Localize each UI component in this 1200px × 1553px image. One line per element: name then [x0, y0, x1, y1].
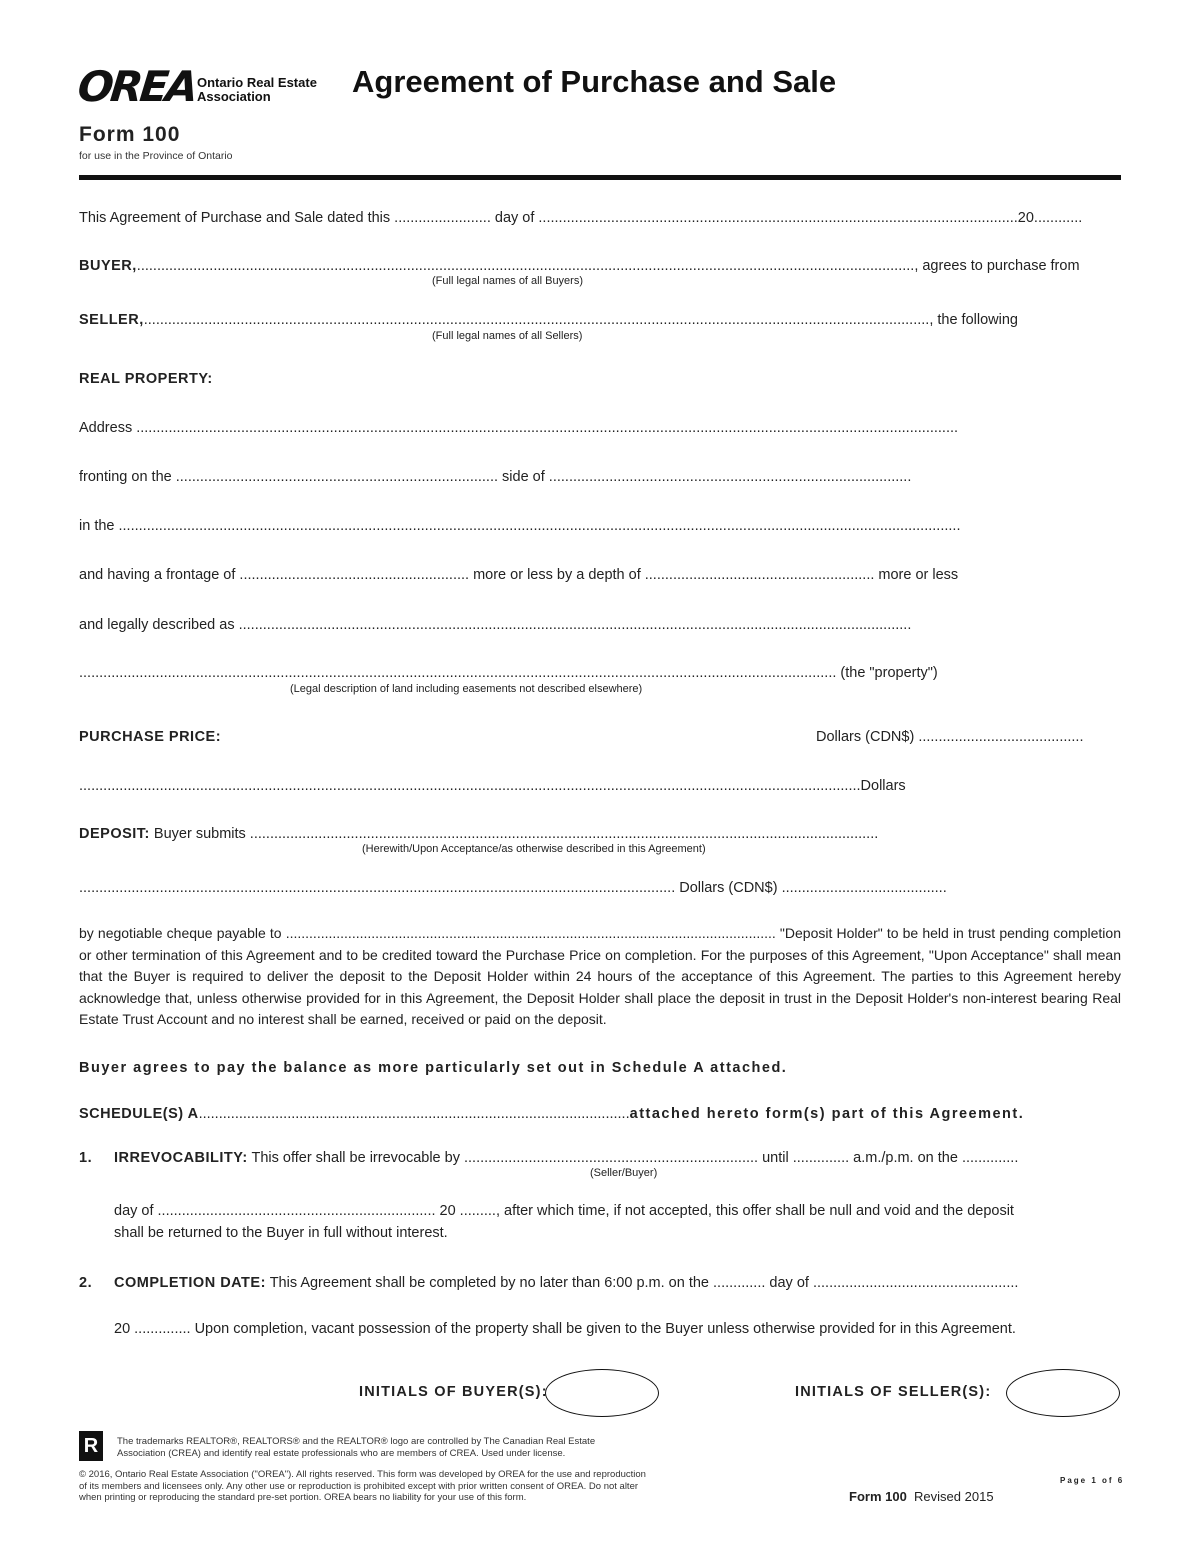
- frontage-line[interactable]: and having a frontage of ......................................................... more or less by a depth of ......................................................... more or less: [79, 567, 959, 583]
- buyer-tail: , agrees to purchase from: [914, 258, 1080, 274]
- address-line[interactable]: Address ............................................................................................................................................................................................................: [79, 420, 959, 436]
- clause-1-label: IRREVOCABILITY:: [114, 1150, 248, 1166]
- initials-seller-label: INITIALS OF SELLER(S):: [795, 1384, 992, 1400]
- in-the-line[interactable]: in the .................................................................................................................................................................................................................: [79, 518, 961, 534]
- deposit-label: DEPOSIT:: [79, 826, 150, 842]
- deposit-text: Buyer submits ............................................................................................................................................................: [153, 826, 879, 842]
- purchase-price-words[interactable]: ..................................................................................................................................................................................................Dollars: [79, 778, 906, 794]
- seller-label: SELLER,: [79, 312, 144, 328]
- clause-2-text: This Agreement shall be completed by no later than 6:00 p.m. on the ............. day of ...................................................: [269, 1275, 1019, 1291]
- header-divider: [79, 175, 1121, 180]
- page-number: Page 1 of 6: [1060, 1476, 1125, 1485]
- form-number: Form 100: [79, 123, 181, 146]
- deposit-line[interactable]: [79, 826, 878, 842]
- seller-dots: ...................................................................................................................................................................................................: [143, 312, 930, 328]
- initials-buyer-oval[interactable]: [545, 1369, 659, 1417]
- schedule-tail: attached hereto form(s) part of this Agreement.: [629, 1106, 1025, 1122]
- purchase-price-dollars[interactable]: Dollars (CDN$) .........................................: [816, 729, 1084, 745]
- copyright-notice: © 2016, Ontario Real Estate Association ("OREA"). All rights reserved. This form was developed by OREA for the use and reproduction of its members and licensees only. Any other use or reproduction is prohibited except with prior written consent of OREA. Do not alter when printing or reproducing the standard pre-set portion. OREA bears no liability for your use of this form.: [79, 1469, 646, 1503]
- orea-logo-org-name: Ontario Real Estate Association: [197, 75, 317, 104]
- fronting-line[interactable]: fronting on the ................................................................................ side of ..........................................................................................: [79, 469, 912, 485]
- dated-line[interactable]: This Agreement of Purchase and Sale dated this ........................ day of .......................................................................................................................20............: [79, 210, 1083, 226]
- seller-line[interactable]: [79, 312, 1018, 328]
- clause-1-line[interactable]: [114, 1150, 1018, 1166]
- clause-1-number: 1.: [79, 1150, 93, 1166]
- initials-seller-oval[interactable]: [1006, 1369, 1120, 1417]
- clause-2-number: 2.: [79, 1275, 93, 1291]
- orea-logo-word: OREA: [75, 62, 198, 111]
- form-subtitle: for use in the Province of Ontario: [79, 150, 233, 162]
- schedule-label: SCHEDULE(S) A: [79, 1106, 199, 1122]
- seller-note: (Full legal names of all Sellers): [432, 330, 583, 342]
- deposit-note: (Herewith/Upon Acceptance/as otherwise described in this Agreement): [362, 843, 706, 855]
- trademark-notice: The trademarks REALTOR®, REALTORS® and the REALTOR® logo are controlled by The Canadian Real Estate Association (CREA) and identify real estate professionals who are members of CREA. Used under license.: [117, 1436, 596, 1459]
- buyer-label: BUYER,: [79, 258, 137, 274]
- property-note: (Legal description of land including easements not described elsewhere): [290, 683, 643, 695]
- clause-1-note: (Seller/Buyer): [590, 1167, 658, 1179]
- schedule-line[interactable]: [79, 1106, 1024, 1122]
- clause-2-line-2[interactable]: 20 .............. Upon completion, vacant possession of the property shall be given to the Buyer unless otherwise provided for in this Agreement.: [114, 1321, 1016, 1337]
- buyer-line[interactable]: [79, 258, 1080, 274]
- clause-1-line-3: shall be returned to the Buyer in full without interest.: [114, 1225, 448, 1241]
- footer-form-info: [849, 1489, 994, 1504]
- orea-logo: [75, 62, 328, 112]
- buyer-dots: .................................................................................................................................................................................................: [136, 258, 915, 274]
- clause-2-line[interactable]: [114, 1275, 1018, 1291]
- clause-1-text: This offer shall be irrevocable by ......................................................................... until .............. a.m./p.m. on the ..............: [251, 1150, 1019, 1166]
- footer-revised: Revised 2015: [914, 1489, 994, 1504]
- property-line[interactable]: ............................................................................................................................................................................................ (the "property"): [79, 665, 938, 681]
- schedule-dots: ...........................................................................................................: [198, 1106, 630, 1122]
- buyer-note: (Full legal names of all Buyers): [432, 275, 584, 287]
- realtor-logo: R: [79, 1431, 103, 1461]
- deposit-paragraph: by negotiable cheque payable to .............................................................................................................................. "Deposit Holder" to be held in trust pending completion or other termination of this Agreement and to be credited toward the Purchase Price on completion. For the purposes of this Agreement, "Upon Acceptance" shall mean that the Buyer is required to deliver the deposit to the Deposit Holder within 24 hours of the acceptance of this Agreement. The parties to this Agreement hereby acknowledge that, unless otherwise provided for in this Agreement, the Deposit Holder shall place the deposit in trust in the Deposit Holder's non-interest bearing Real Estate Trust Account and no interest shall be earned, received or paid on the deposit.: [79, 925, 1121, 1027]
- clause-2-label: COMPLETION DATE:: [114, 1275, 266, 1291]
- clause-1-line-2[interactable]: day of ..................................................................... 20 ........., after which time, if not accepted, this offer shall be null and void and the deposit: [114, 1203, 1014, 1219]
- real-property-heading: REAL PROPERTY:: [79, 371, 213, 387]
- purchase-price-label: PURCHASE PRICE:: [79, 729, 222, 745]
- page-title: Agreement of Purchase and Sale: [352, 64, 837, 99]
- balance-statement: Buyer agrees to pay the balance as more particularly set out in Schedule A attached.: [79, 1060, 788, 1076]
- deposit-dollars-line[interactable]: .................................................................................................................................................... Dollars (CDN$) .........................................: [79, 880, 947, 896]
- legally-described-line[interactable]: and legally described as .......................................................................................................................................................................: [79, 617, 912, 633]
- footer-form-label: Form 100: [849, 1489, 907, 1504]
- seller-tail: , the following: [929, 312, 1018, 328]
- initials-buyer-label: INITIALS OF BUYER(S):: [359, 1384, 548, 1400]
